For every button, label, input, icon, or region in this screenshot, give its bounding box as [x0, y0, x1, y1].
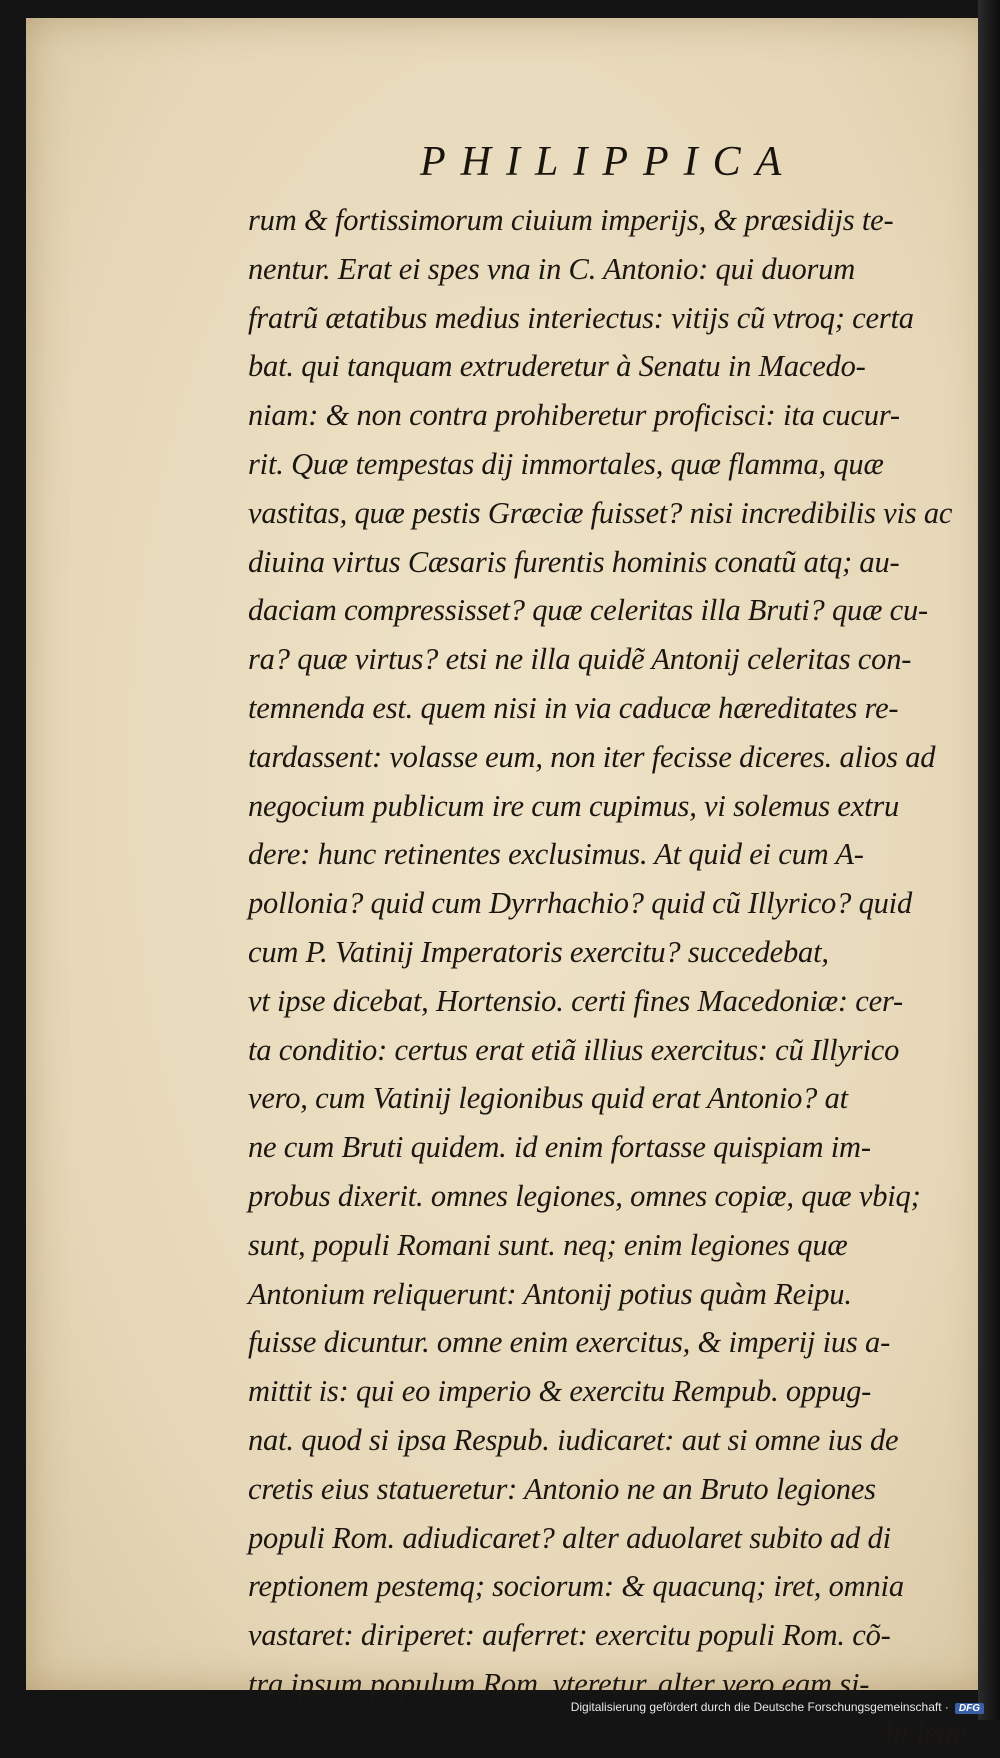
text-line: Antonium reliquerunt: Antonij potius quàm Reipu. [248, 1276, 852, 1311]
dfg-logo-icon: DFG [955, 1703, 984, 1714]
text-line: reptionem pestemq; sociorum: & quacunq; iret, omnia [248, 1569, 904, 1604]
text-line: cum P. Vatinij Imperatoris exercitu? succedebat, [248, 934, 829, 969]
text-line: niam: & non contra prohiberetur proficisci: ita cucur- [248, 398, 900, 433]
text-line: cretis eius statueretur: Antonio ne an Bruto legiones [248, 1471, 876, 1506]
text-line: ra? quæ virtus? etsi ne illa quidẽ Antonij celeritas con- [248, 642, 912, 677]
book-binding [978, 0, 1000, 1720]
running-head: PHILIPPICA [420, 139, 797, 185]
catchword: bi legẽ [885, 1715, 966, 1750]
text-line: rit. Quæ tempestas dij immortales, quæ flamma, quæ [248, 446, 884, 481]
text-line: negocium publicum ire cum cupimus, vi solemus extru [248, 788, 900, 823]
text-line: pollonia? quid cum Dyrrhachio? quid cũ Illyrico? quid [248, 886, 913, 921]
text-line: populi Rom. adiudicaret? alter aduolaret subito ad di [248, 1520, 891, 1555]
text-line: vastitas, quæ pestis Græciæ fuisset? nisi incredibilis vis ac [248, 495, 953, 530]
text-line: vastaret: diriperet: auferret: exercitu populi Rom. cõ- [248, 1618, 891, 1653]
text-line: vt ipse dicebat, Hortensio. certi fines Macedoniæ: cer- [248, 983, 903, 1018]
text-line: ne cum Bruti quidem. id enim fortasse quispiam im- [248, 1130, 871, 1165]
digitization-credit [571, 1700, 984, 1714]
text-line: rum & fortissimorum ciuium imperijs, & præsidijs te- [248, 203, 894, 237]
text-line: diuina virtus Cæsaris furentis hominis conatũ atq; au- [248, 544, 900, 579]
text-line: daciam compressisset? quæ celeritas illa Bruti? quæ cu- [248, 593, 928, 628]
text-line: ta conditio: certus erat etiã illius exercitus: cũ Illyrico [248, 1032, 900, 1067]
text-block [248, 138, 1000, 1758]
text-line: nat. quod si ipsa Respub. iudicaret: aut si omne ius de [248, 1422, 899, 1457]
text-line: dere: hunc retinentes exclusimus. At quid ei cum A- [248, 837, 864, 872]
text-line: vero, cum Vatinij legionibus quid erat Antonio? at [248, 1081, 848, 1116]
text-line: temnenda est. quem nisi in via caducæ hæreditates re- [248, 690, 899, 725]
text-line: fuisse dicuntur. omne enim exercitus, & imperij ius a- [248, 1325, 891, 1360]
text-line: tra ipsum populum Rom. vteretur. alter vero eam si- [248, 1666, 870, 1701]
text-line: bat. qui tanquam extruderetur à Senatu in Macedo- [248, 349, 866, 384]
text-line: mittit is: qui eo imperio & exercitu Rempub. oppug- [248, 1374, 872, 1409]
credit-text: Digitalisierung gefördert durch die Deutsche Forschungsgemeinschaft · [570, 1700, 949, 1714]
text-line: nentur. Erat ei spes vna in C. Antonio: qui duorum [248, 251, 856, 286]
text-line: probus dixerit. omnes legiones, omnes copiæ, quæ vbiq; [248, 1178, 921, 1213]
text-line: fratrũ ætatibus medius interiectus: vitijs cũ vtroq; certa [248, 300, 914, 335]
text-line: tardassent: volasse eum, non iter fecisse diceres. alios ad [248, 739, 936, 774]
text-line: sunt, populi Romani sunt. neq; enim legiones quæ [248, 1227, 848, 1262]
